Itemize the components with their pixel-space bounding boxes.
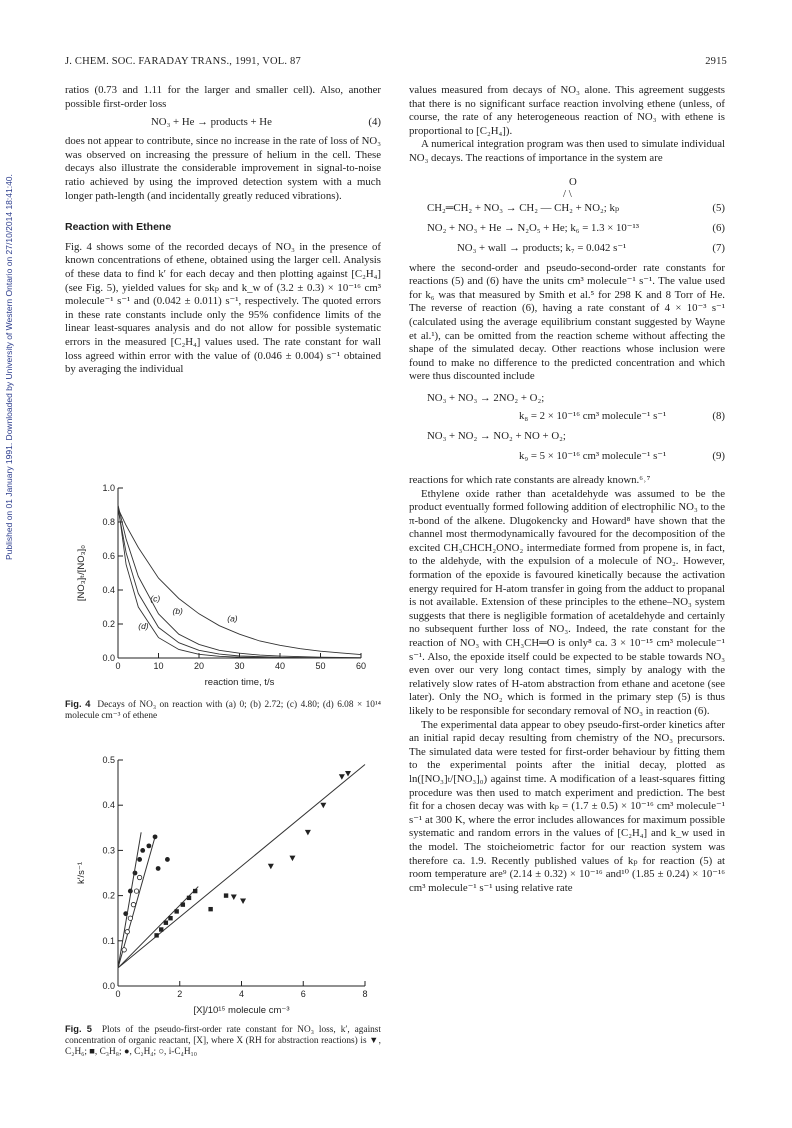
y-tick-label: 0.4 <box>102 585 115 595</box>
data-point-c2h6 <box>345 771 351 777</box>
x-tick-label: 4 <box>238 989 245 999</box>
curve-label: (d) <box>138 621 149 631</box>
x-tick-label: 2 <box>177 989 183 999</box>
decay-curve-1 <box>118 505 361 658</box>
x-tick-label: 0 <box>115 989 121 999</box>
data-point-c3h8 <box>174 909 178 913</box>
figure-4-caption <box>65 699 381 722</box>
decay-curve-3 <box>118 505 361 658</box>
data-point-c3h8 <box>208 907 212 911</box>
data-point-ic4h10 <box>131 902 135 906</box>
data-point-ic4h10 <box>125 930 129 934</box>
x-tick-label: 60 <box>355 661 367 671</box>
download-stamp[interactable]: Published on 01 January 1991. Downloaded by University of Western Ontario on 27/10/2014 18:41:40. <box>4 174 14 560</box>
section-heading: Reaction with Ethene <box>65 221 172 234</box>
y-axis-label: k′/s⁻¹ <box>76 861 87 885</box>
equation-text: NO₂ + NO₃ + He → N₂O₅ + He; k₆ = 1.3 × 10⁻¹³ <box>427 221 639 234</box>
paragraph: Ethylene oxide rather than acetaldehyde was assumed to be the product eventually formed following addition of electrophilic NO₃ to the π-bond of the alkene. Dlugokencky and Howard⁸ have shown that the channel most thermodynamically favoured for the decomposition of the excited CH₃CHCH₂ONO₂ intermediate formed from propene is, in fact, to the aldehyde, with the expulsion of a molecule of NO₂. However, formation of the epoxide is favoured kinetically because the activation energy required for H-atom transfer in going from the adduct to propanal is not available. Extension of these principles to the ethene–NO₃ system suggests that there is negligible formation of acetaldehyde and certainly no subsequent further loss of NO₃. Indeed, the rate constant for the reaction of NO₃ with CH₃CH═O is only⁸ ca. 3 × 10⁻¹⁵ cm³ molecule⁻¹ s⁻¹. Also, the epoxide itself could be expected to be stable towards NO₃ even over our very long contact times, simply by analogy with the relatively slow rates of H-atom abstraction from ethane and acetone (see later). Only the NO₂ which is formed in the primary step (5) is thus likely to be responsible for secondary removal of NO₃ in reaction (6). <box>409 487 725 717</box>
equation-number: (6) <box>712 221 725 234</box>
figure-5-chart <box>60 752 380 1022</box>
x-tick-label: 30 <box>234 661 245 671</box>
x-tick-label: 8 <box>362 989 368 999</box>
equation-number: (4) <box>368 116 381 129</box>
x-axis-label: reaction time, t/s <box>204 677 275 688</box>
data-point-c2h6 <box>268 864 274 870</box>
data-point-c3h8 <box>154 933 158 937</box>
paragraph: reactions for which rate constants are already known.⁶˒⁷ <box>409 473 651 486</box>
y-axis-label: [NO₃]ₜ/[NO₃]₀ <box>76 544 87 602</box>
left-column-top <box>65 84 381 377</box>
equation-number: (8) <box>712 409 725 422</box>
y-tick-label: 0.2 <box>102 890 115 901</box>
equation-text: NO₃ + NO₂ → NO₂ + NO + O₂; <box>427 429 566 442</box>
equation-text: NO₃ + He → products + He <box>151 116 272 129</box>
caption-text: Plots of the pseudo-first-order rate constant for NO₃ loss, k′, against concentration of organic reactant, [X], where X (RH for abstraction reactions) is ▼, C₂H₆; ■, C₃H₈; ●, C₂H₄; ○, i-C₄H₁₀ <box>65 1025 382 1057</box>
data-point-ic4h10 <box>128 916 132 920</box>
curve-label: (b) <box>172 605 183 616</box>
figure-4-chart <box>60 480 380 695</box>
equations-5-7 <box>409 170 725 258</box>
data-point-c2h4 <box>140 848 145 853</box>
data-point-c3h8 <box>181 902 185 906</box>
data-point-c3h8 <box>187 896 191 900</box>
data-point-c2h4 <box>165 857 170 862</box>
paragraph: ratios (0.73 and 1.11 for the larger and smaller cell). Also, another possible first-order loss <box>65 84 381 110</box>
y-tick-label: 0.6 <box>102 551 115 561</box>
curve-label: (a) <box>227 613 238 624</box>
y-tick-label: 0.3 <box>102 845 115 856</box>
caption-label: Fig. 5 <box>65 1024 92 1034</box>
figure-4-plot <box>76 483 366 688</box>
paragraph: where the second-order and pseudo-second-order rate constants for reactions (5) and (6) have the units cm³ molecule⁻¹ s⁻¹. The value used for k₆ was that measured by Smith et al.⁵ for 298 K and 8 Torr of He. The reverse of reaction (6), having a rate constant of 4 × 10⁻³ s⁻¹ (calculated using the average equilibrium constant suggested by Wayne et al.¹), can be omitted from the reaction scheme without affecting the shape of the simulated decay. Other reactions whose inclusion were found to make no difference to the predicted concentration and which were thus discounted include <box>409 261 725 383</box>
paragraph: values measured from decays of NO₃ alone. This agreement suggests that there is no significant surface reaction involving ethene (unless, of course, the rate of any heterogeneous reaction of NO₃ with ethene is proportional to [C₂H₄]). <box>409 84 725 137</box>
x-tick-label: 10 <box>153 661 164 671</box>
page-number: 2915 <box>705 56 727 67</box>
data-point-c2h4 <box>137 857 142 862</box>
equation-text: CH₂═CH₂ + NO₃ → CH₂ — CH₂ + NO₂; kₚ <box>427 201 620 214</box>
data-point-c3h8 <box>168 916 172 920</box>
equation-4 <box>65 113 381 135</box>
y-tick-label: 0.4 <box>102 800 115 811</box>
paragraph: The experimental data appear to obey pseudo-first-order kinetics after an initial rapid decay resulting from chemistry of the NO₃ precursors. The simulated data were tested for first-order behaviour by fitting them to the experimental points after the initial decay, plotted as ln([NO₃]ₜ/[NO₃]₀) against time. A modification of a least-squares fitting procedure was then used to match experiment and prediction. The best fit for a chosen decay was with kₚ = (1.7 ± 0.5) × 10⁻¹⁶ cm³ molecule⁻¹ s⁻¹ at 300 K, where the error includes allowances for maximum possible systematic and random errors in the values of [C₂H₄] and k_w used in the model. The stoicheiometric factor for our reaction system was therefore ca. 1.9. Recently published values of kₚ for reaction (5) at room temperature are⁹ (2.14 ± 0.32) × 10⁻¹⁶ and¹⁰ (1.85 ± 0.24) × 10⁻¹⁶ cm³ molecule⁻¹ s⁻¹ using relative rate <box>409 718 725 894</box>
figure-5-caption <box>65 1024 381 1058</box>
paragraph: does not appear to contribute, since no increase in the rate of loss of NO₃ was observed on increasing the pressure of helium in the cell. These decays also illustrate the considerable improvement in signal-to-noise ratio achieved by using the improved detection system with a much longer path-length (and incidentally greatly reduced vibrations). <box>65 135 381 202</box>
equation-text: NO₃ + wall → products; k₇ = 0.042 s⁻¹ <box>457 241 627 254</box>
data-point-c2h6 <box>305 830 311 836</box>
y-tick-label: 0.1 <box>102 935 115 946</box>
equations-8-9 <box>409 388 725 472</box>
epoxide-bonds: / \ <box>563 187 572 200</box>
paragraph: A numerical integration program was then used to simulate individual NO₃ decays. The reactions of importance in the system are <box>409 138 725 164</box>
data-point-c3h8 <box>193 889 197 893</box>
y-tick-label: 0.2 <box>102 619 115 629</box>
y-tick-label: 1.0 <box>102 483 115 493</box>
y-tick-label: 0.5 <box>102 755 115 765</box>
x-tick-label: 50 <box>315 661 326 671</box>
x-axis-label: [X]/10¹⁵ molecule cm⁻³ <box>193 1005 290 1016</box>
data-point-c2h4 <box>146 843 151 848</box>
epoxide-oxygen: O <box>569 175 577 188</box>
y-tick-label: 0.0 <box>102 653 115 663</box>
right-column <box>409 84 725 895</box>
data-point-c2h6 <box>240 899 246 905</box>
data-point-c2h6 <box>289 856 295 862</box>
data-point-c2h6 <box>231 894 237 900</box>
data-point-ic4h10 <box>122 948 126 952</box>
equation-text: NO₃ + NO₃ → 2NO₂ + O₂; <box>427 391 545 404</box>
equation-text: k₉ = 5 × 10⁻¹⁶ cm³ molecule⁻¹ s⁻¹ <box>519 449 667 462</box>
x-tick-label: 0 <box>115 661 121 671</box>
y-tick-label: 0.8 <box>102 517 115 527</box>
journal-header: J. CHEM. SOC. FARADAY TRANS., 1991, VOL. 87 <box>65 56 301 67</box>
data-point-ic4h10 <box>134 889 138 893</box>
caption-label: Fig. 4 <box>65 699 91 709</box>
data-point-c2h6 <box>339 774 345 780</box>
x-tick-label: 20 <box>193 661 205 671</box>
data-point-c2h4 <box>156 866 161 871</box>
equation-number: (9) <box>712 449 725 462</box>
data-point-c3h8 <box>164 921 168 925</box>
equation-number: (7) <box>712 241 725 254</box>
data-point-ic4h10 <box>137 875 141 879</box>
figure-5-plot <box>76 755 368 1016</box>
data-point-c3h8 <box>224 893 228 897</box>
decay-curve-2 <box>118 508 361 657</box>
x-tick-label: 6 <box>300 989 306 999</box>
x-tick-label: 40 <box>274 661 286 671</box>
decay-curve-0 <box>118 508 361 654</box>
caption-text: Decays of NO₃ on reaction with (a) 0; (b) 2.72; (c) 4.80; (d) 6.08 × 10¹⁴ molecule cm⁻³ of ethene <box>65 700 381 721</box>
equation-number: (5) <box>712 201 725 214</box>
data-point-c2h4 <box>153 834 158 839</box>
curve-label: (c) <box>150 593 161 604</box>
equation-text: k₈ = 2 × 10⁻¹⁶ cm³ molecule⁻¹ s⁻¹ <box>519 409 667 422</box>
y-tick-label: 0.0 <box>102 981 115 991</box>
data-point-c2h6 <box>320 803 326 809</box>
paragraph: Fig. 4 shows some of the recorded decays of NO₃ in the presence of known concentrations of ethene, obtained using the larger cell. Analysis of these data to find k′ for each decay and then plotting against [C₂H₄] (see Fig. 5), yielded values for skₚ and k_w of (3.2 ± 0.3) × 10⁻¹⁶ cm³ molecule⁻¹ s⁻¹ and (0.042 ± 0.011) s⁻¹, respectively. The quoted errors in these rate constants include only the 95% confidence limits of the linear least-squares analysis and do not allow for possible systematic errors in the measured [C₂H₄] values used. The rate constant for wall loss agreed within error with the value of (0.046 ± 0.004) s⁻¹ obtained by averaging the individual <box>65 240 381 376</box>
data-point-c3h8 <box>159 927 163 931</box>
